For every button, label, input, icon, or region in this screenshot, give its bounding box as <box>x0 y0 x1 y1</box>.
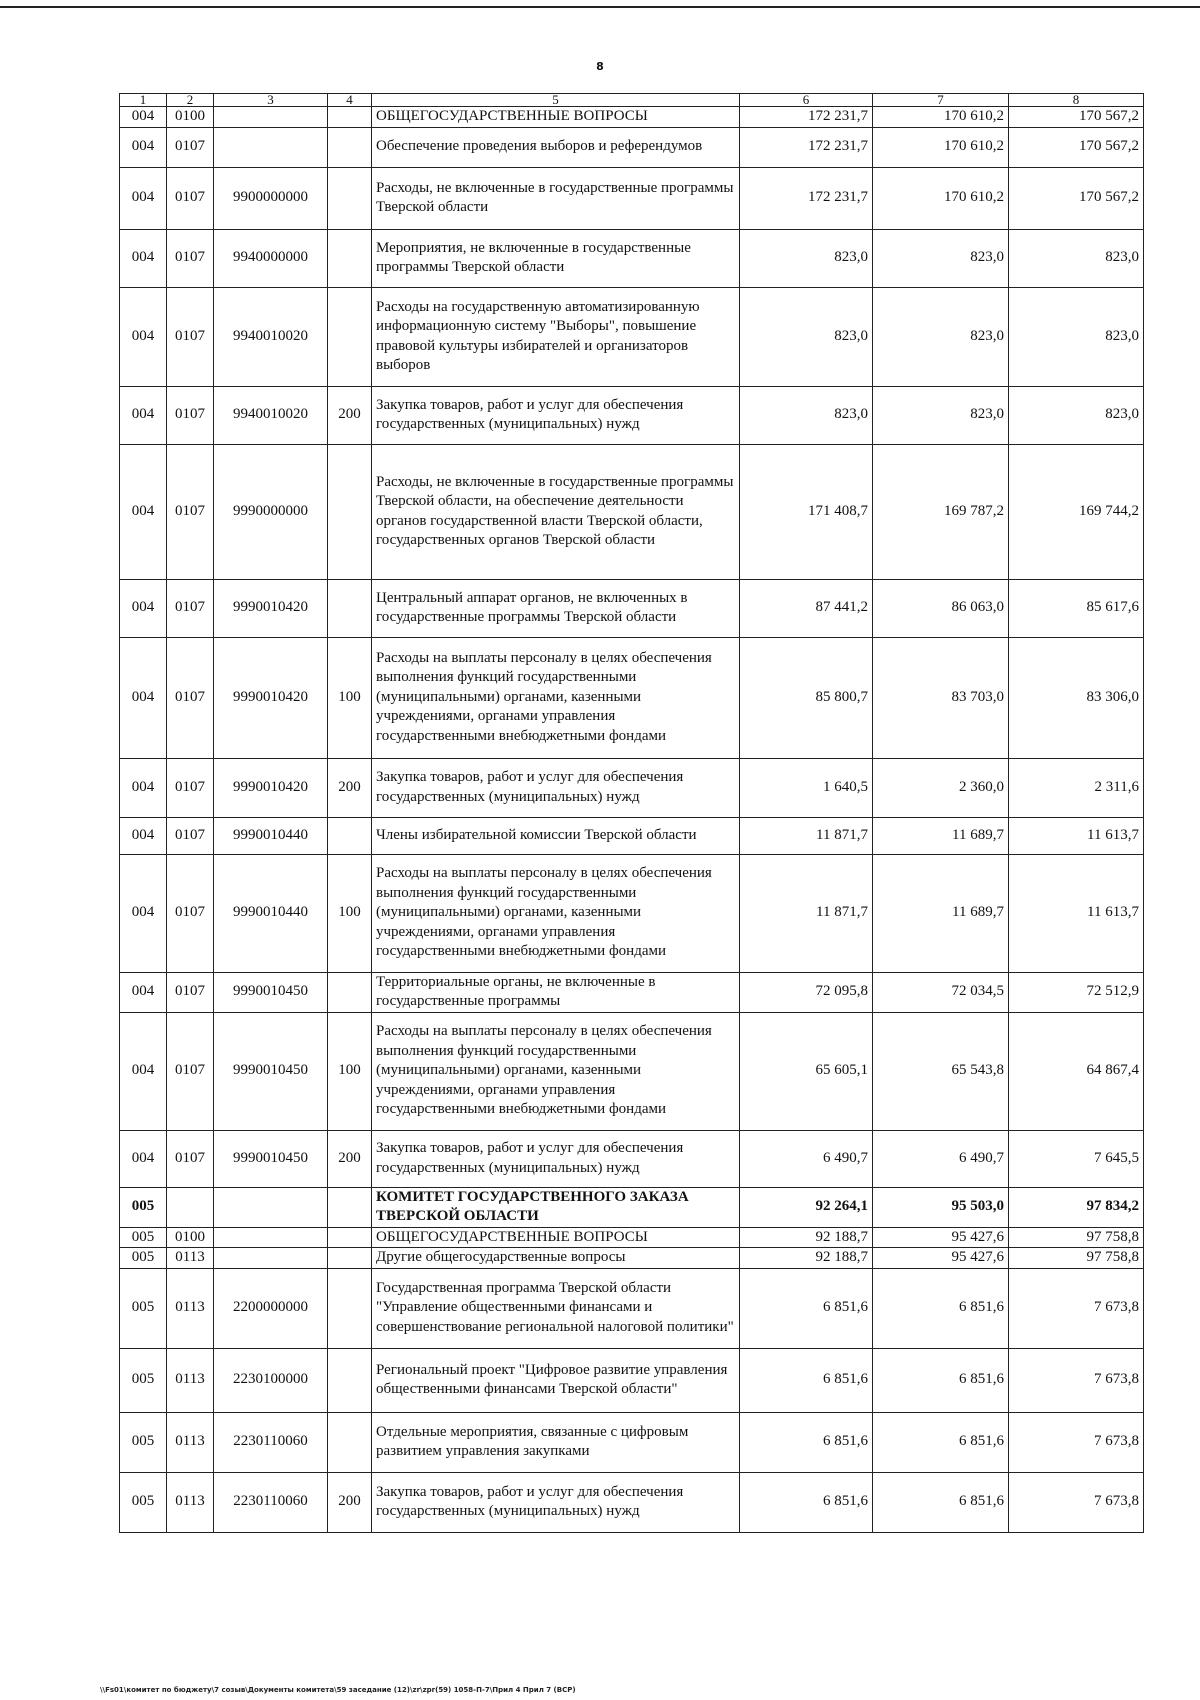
cell-expense-type <box>328 1227 372 1248</box>
cell-amount-year1: 11 871,7 <box>740 854 873 972</box>
cell-amount-year3: 170 567,2 <box>1009 107 1144 128</box>
cell-ministry-code: 004 <box>120 1130 167 1187</box>
cell-ministry-code: 004 <box>120 386 167 444</box>
cell-ministry-code: 004 <box>120 637 167 758</box>
cell-amount-year2: 170 610,2 <box>873 127 1009 167</box>
cell-amount-year1: 72 095,8 <box>740 972 873 1012</box>
cell-target-article <box>214 1187 328 1227</box>
cell-description: Расходы на выплаты персоналу в целях обеспечения выполнения функций государственными (муниципальными) органами, казенными учреждениями, органами управления государственными внебюджетными фондами <box>372 637 740 758</box>
cell-section-code: 0113 <box>167 1348 214 1412</box>
cell-target-article: 9990010420 <box>214 579 328 637</box>
cell-target-article: 9990010450 <box>214 972 328 1012</box>
cell-description: Государственная программа Тверской области "Управление общественными финансами и совершенствование региональной налоговой политики" <box>372 1268 740 1348</box>
cell-amount-year1: 92 264,1 <box>740 1187 873 1227</box>
cell-amount-year1: 6 851,6 <box>740 1268 873 1348</box>
table-row <box>120 579 1144 637</box>
cell-ministry-code: 004 <box>120 758 167 817</box>
cell-amount-year1: 87 441,2 <box>740 579 873 637</box>
cell-amount-year3: 85 617,6 <box>1009 579 1144 637</box>
cell-description: Расходы, не включенные в государственные программы Тверской области, на обеспечение деятельности органов государственной власти Тверской области, государственных органов Тверской области <box>372 444 740 579</box>
table-row <box>120 386 1144 444</box>
cell-amount-year1: 171 408,7 <box>740 444 873 579</box>
cell-target-article <box>214 127 328 167</box>
cell-section-code: 0107 <box>167 637 214 758</box>
cell-description: Центральный аппарат органов, не включенных в государственные программы Тверской области <box>372 579 740 637</box>
scan-edge-line <box>0 6 1200 8</box>
table-row <box>120 167 1144 229</box>
table-row <box>120 127 1144 167</box>
cell-expense-type: 200 <box>328 386 372 444</box>
table-row <box>120 1227 1144 1248</box>
cell-amount-year2: 6 851,6 <box>873 1348 1009 1412</box>
cell-description: Мероприятия, не включенные в государственные программы Тверской области <box>372 229 740 287</box>
cell-ministry-code: 004 <box>120 854 167 972</box>
cell-description: Расходы, не включенные в государственные программы Тверской области <box>372 167 740 229</box>
table-row <box>120 1187 1144 1227</box>
cell-amount-year2: 95 427,6 <box>873 1248 1009 1269</box>
cell-amount-year2: 6 851,6 <box>873 1412 1009 1472</box>
cell-expense-type <box>328 107 372 128</box>
cell-section-code: 0107 <box>167 854 214 972</box>
cell-amount-year2: 6 490,7 <box>873 1130 1009 1187</box>
cell-section-code: 0113 <box>167 1472 214 1532</box>
cell-target-article: 9990000000 <box>214 444 328 579</box>
cell-target-article: 2230100000 <box>214 1348 328 1412</box>
table-row <box>120 107 1144 128</box>
cell-amount-year3: 72 512,9 <box>1009 972 1144 1012</box>
column-number-row <box>120 94 1144 107</box>
table-row <box>120 229 1144 287</box>
cell-section-code: 0107 <box>167 167 214 229</box>
cell-amount-year1: 823,0 <box>740 386 873 444</box>
cell-expense-type: 100 <box>328 854 372 972</box>
cell-expense-type: 200 <box>328 1472 372 1532</box>
cell-expense-type: 200 <box>328 1130 372 1187</box>
cell-amount-year3: 11 613,7 <box>1009 817 1144 854</box>
page-number: 8 <box>596 60 604 73</box>
cell-description: Отдельные мероприятия, связанные с цифровым развитием управления закупками <box>372 1412 740 1472</box>
cell-expense-type: 100 <box>328 1012 372 1130</box>
cell-amount-year1: 6 851,6 <box>740 1472 873 1532</box>
cell-expense-type <box>328 1412 372 1472</box>
cell-amount-year3: 823,0 <box>1009 386 1144 444</box>
cell-ministry-code: 004 <box>120 107 167 128</box>
cell-section-code: 0107 <box>167 817 214 854</box>
table-row <box>120 972 1144 1012</box>
cell-target-article: 9990010420 <box>214 758 328 817</box>
cell-amount-year2: 823,0 <box>873 386 1009 444</box>
table-row <box>120 287 1144 386</box>
cell-expense-type <box>328 229 372 287</box>
col-header: 5 <box>372 94 740 107</box>
cell-amount-year2: 170 610,2 <box>873 167 1009 229</box>
cell-amount-year2: 95 503,0 <box>873 1187 1009 1227</box>
cell-amount-year1: 823,0 <box>740 229 873 287</box>
cell-ministry-code: 005 <box>120 1187 167 1227</box>
cell-section-code: 0113 <box>167 1248 214 1269</box>
cell-target-article: 9940000000 <box>214 229 328 287</box>
col-header: 2 <box>167 94 214 107</box>
cell-amount-year3: 823,0 <box>1009 229 1144 287</box>
cell-description: КОМИТЕТ ГОСУДАРСТВЕННОГО ЗАКАЗА ТВЕРСКОЙ ОБЛАСТИ <box>372 1187 740 1227</box>
cell-ministry-code: 005 <box>120 1472 167 1532</box>
cell-expense-type <box>328 167 372 229</box>
table-row <box>120 1130 1144 1187</box>
cell-ministry-code: 004 <box>120 972 167 1012</box>
cell-amount-year2: 83 703,0 <box>873 637 1009 758</box>
table-row <box>120 1472 1144 1532</box>
table-row <box>120 1248 1144 1269</box>
cell-ministry-code: 004 <box>120 817 167 854</box>
col-header: 8 <box>1009 94 1144 107</box>
cell-description: Обеспечение проведения выборов и референдумов <box>372 127 740 167</box>
cell-ministry-code: 004 <box>120 167 167 229</box>
cell-amount-year1: 1 640,5 <box>740 758 873 817</box>
table-row <box>120 817 1144 854</box>
cell-ministry-code: 005 <box>120 1412 167 1472</box>
cell-description: Расходы на государственную автоматизированную информационную систему "Выборы", повышение правовой культуры избирателей и организаторов выборов <box>372 287 740 386</box>
cell-description: Региональный проект "Цифровое развитие управления общественными финансами Тверской области" <box>372 1348 740 1412</box>
cell-target-article: 9990010420 <box>214 637 328 758</box>
cell-amount-year2: 6 851,6 <box>873 1268 1009 1348</box>
cell-section-code: 0113 <box>167 1412 214 1472</box>
cell-description: Закупка товаров, работ и услуг для обеспечения государственных (муниципальных) нужд <box>372 1472 740 1532</box>
cell-section-code: 0107 <box>167 972 214 1012</box>
table-row <box>120 637 1144 758</box>
cell-ministry-code: 005 <box>120 1248 167 1269</box>
cell-amount-year2: 11 689,7 <box>873 854 1009 972</box>
col-header: 7 <box>873 94 1009 107</box>
col-header: 3 <box>214 94 328 107</box>
cell-description: ОБЩЕГОСУДАРСТВЕННЫЕ ВОПРОСЫ <box>372 1227 740 1248</box>
cell-section-code: 0107 <box>167 579 214 637</box>
cell-ministry-code: 004 <box>120 127 167 167</box>
cell-description: ОБЩЕГОСУДАРСТВЕННЫЕ ВОПРОСЫ <box>372 107 740 128</box>
table-row <box>120 1268 1144 1348</box>
cell-target-article: 9940010020 <box>214 386 328 444</box>
cell-expense-type <box>328 1248 372 1269</box>
table-row <box>120 1412 1144 1472</box>
cell-expense-type <box>328 817 372 854</box>
cell-target-article <box>214 107 328 128</box>
cell-amount-year3: 11 613,7 <box>1009 854 1144 972</box>
cell-amount-year3: 97 758,8 <box>1009 1248 1144 1269</box>
cell-amount-year2: 6 851,6 <box>873 1472 1009 1532</box>
footer-file-path: \\Fs01\комитет по бюджету\7 созыв\Документы комитета\59 заседание (12)\zr\zpr(59) 1058-П-7\Прил 4 Прил 7 (ВСР) <box>100 1686 576 1694</box>
cell-amount-year1: 11 871,7 <box>740 817 873 854</box>
cell-amount-year2: 2 360,0 <box>873 758 1009 817</box>
cell-section-code: 0100 <box>167 107 214 128</box>
cell-amount-year1: 172 231,7 <box>740 167 873 229</box>
cell-description: Закупка товаров, работ и услуг для обеспечения государственных (муниципальных) нужд <box>372 1130 740 1187</box>
cell-target-article: 2200000000 <box>214 1268 328 1348</box>
table-body <box>120 107 1144 1533</box>
cell-section-code: 0107 <box>167 1012 214 1130</box>
cell-section-code: 0107 <box>167 1130 214 1187</box>
cell-expense-type <box>328 287 372 386</box>
cell-description: Расходы на выплаты персоналу в целях обеспечения выполнения функций государственными (муниципальными) органами, казенными учреждениями, органами управления государственными внебюджетными фондами <box>372 854 740 972</box>
table-row <box>120 1012 1144 1130</box>
cell-amount-year2: 86 063,0 <box>873 579 1009 637</box>
cell-amount-year2: 72 034,5 <box>873 972 1009 1012</box>
cell-expense-type <box>328 1348 372 1412</box>
cell-expense-type: 100 <box>328 637 372 758</box>
cell-description: Другие общегосударственные вопросы <box>372 1248 740 1269</box>
cell-amount-year2: 95 427,6 <box>873 1227 1009 1248</box>
cell-expense-type <box>328 972 372 1012</box>
cell-section-code: 0100 <box>167 1227 214 1248</box>
cell-target-article: 9990010440 <box>214 817 328 854</box>
cell-target-article: 9900000000 <box>214 167 328 229</box>
cell-description: Члены избирательной комиссии Тверской области <box>372 817 740 854</box>
cell-amount-year1: 85 800,7 <box>740 637 873 758</box>
cell-amount-year3: 2 311,6 <box>1009 758 1144 817</box>
cell-amount-year1: 92 188,7 <box>740 1227 873 1248</box>
col-header: 1 <box>120 94 167 107</box>
cell-description: Закупка товаров, работ и услуг для обеспечения государственных (муниципальных) нужд <box>372 386 740 444</box>
cell-expense-type <box>328 444 372 579</box>
cell-ministry-code: 005 <box>120 1348 167 1412</box>
cell-section-code: 0107 <box>167 386 214 444</box>
cell-amount-year1: 92 188,7 <box>740 1248 873 1269</box>
cell-target-article <box>214 1248 328 1269</box>
cell-amount-year3: 97 758,8 <box>1009 1227 1144 1248</box>
cell-amount-year3: 64 867,4 <box>1009 1012 1144 1130</box>
cell-amount-year1: 823,0 <box>740 287 873 386</box>
cell-amount-year3: 170 567,2 <box>1009 127 1144 167</box>
cell-amount-year3: 7 645,5 <box>1009 1130 1144 1187</box>
cell-section-code: 0107 <box>167 287 214 386</box>
cell-target-article: 9990010450 <box>214 1012 328 1130</box>
cell-amount-year3: 97 834,2 <box>1009 1187 1144 1227</box>
cell-amount-year2: 170 610,2 <box>873 107 1009 128</box>
table-row <box>120 758 1144 817</box>
cell-amount-year3: 823,0 <box>1009 287 1144 386</box>
cell-target-article <box>214 1227 328 1248</box>
col-header: 6 <box>740 94 873 107</box>
cell-description: Закупка товаров, работ и услуг для обеспечения государственных (муниципальных) нужд <box>372 758 740 817</box>
cell-amount-year1: 172 231,7 <box>740 107 873 128</box>
cell-ministry-code: 005 <box>120 1268 167 1348</box>
cell-expense-type <box>328 579 372 637</box>
cell-ministry-code: 004 <box>120 444 167 579</box>
cell-amount-year1: 6 490,7 <box>740 1130 873 1187</box>
cell-amount-year2: 823,0 <box>873 287 1009 386</box>
cell-target-article: 9990010440 <box>214 854 328 972</box>
cell-amount-year3: 7 673,8 <box>1009 1472 1144 1532</box>
cell-section-code: 0107 <box>167 229 214 287</box>
cell-target-article: 9940010020 <box>214 287 328 386</box>
cell-ministry-code: 004 <box>120 229 167 287</box>
cell-expense-type: 200 <box>328 758 372 817</box>
cell-expense-type <box>328 127 372 167</box>
cell-target-article: 9990010450 <box>214 1130 328 1187</box>
cell-ministry-code: 004 <box>120 579 167 637</box>
cell-amount-year1: 6 851,6 <box>740 1348 873 1412</box>
cell-section-code: 0107 <box>167 758 214 817</box>
cell-amount-year2: 65 543,8 <box>873 1012 1009 1130</box>
cell-expense-type <box>328 1268 372 1348</box>
cell-amount-year2: 11 689,7 <box>873 817 1009 854</box>
cell-amount-year2: 169 787,2 <box>873 444 1009 579</box>
cell-amount-year1: 172 231,7 <box>740 127 873 167</box>
cell-section-code: 0113 <box>167 1268 214 1348</box>
cell-ministry-code: 004 <box>120 287 167 386</box>
cell-amount-year3: 170 567,2 <box>1009 167 1144 229</box>
cell-amount-year3: 7 673,8 <box>1009 1412 1144 1472</box>
cell-amount-year3: 7 673,8 <box>1009 1268 1144 1348</box>
cell-ministry-code: 005 <box>120 1227 167 1248</box>
cell-amount-year2: 823,0 <box>873 229 1009 287</box>
cell-description: Расходы на выплаты персоналу в целях обеспечения выполнения функций государственными (муниципальными) органами, казенными учреждениями, органами управления государственными внебюджетными фондами <box>372 1012 740 1130</box>
cell-section-code: 0107 <box>167 444 214 579</box>
cell-ministry-code: 004 <box>120 1012 167 1130</box>
cell-amount-year1: 6 851,6 <box>740 1412 873 1472</box>
col-header: 4 <box>328 94 372 107</box>
table-row <box>120 1348 1144 1412</box>
cell-amount-year1: 65 605,1 <box>740 1012 873 1130</box>
cell-amount-year3: 83 306,0 <box>1009 637 1144 758</box>
cell-description: Территориальные органы, не включенные в государственные программы <box>372 972 740 1012</box>
cell-expense-type <box>328 1187 372 1227</box>
cell-target-article: 2230110060 <box>214 1472 328 1532</box>
cell-section-code <box>167 1187 214 1227</box>
budget-table <box>119 93 1144 1533</box>
cell-target-article: 2230110060 <box>214 1412 328 1472</box>
table-row <box>120 444 1144 579</box>
cell-amount-year3: 169 744,2 <box>1009 444 1144 579</box>
cell-amount-year3: 7 673,8 <box>1009 1348 1144 1412</box>
cell-section-code: 0107 <box>167 127 214 167</box>
table-row <box>120 854 1144 972</box>
